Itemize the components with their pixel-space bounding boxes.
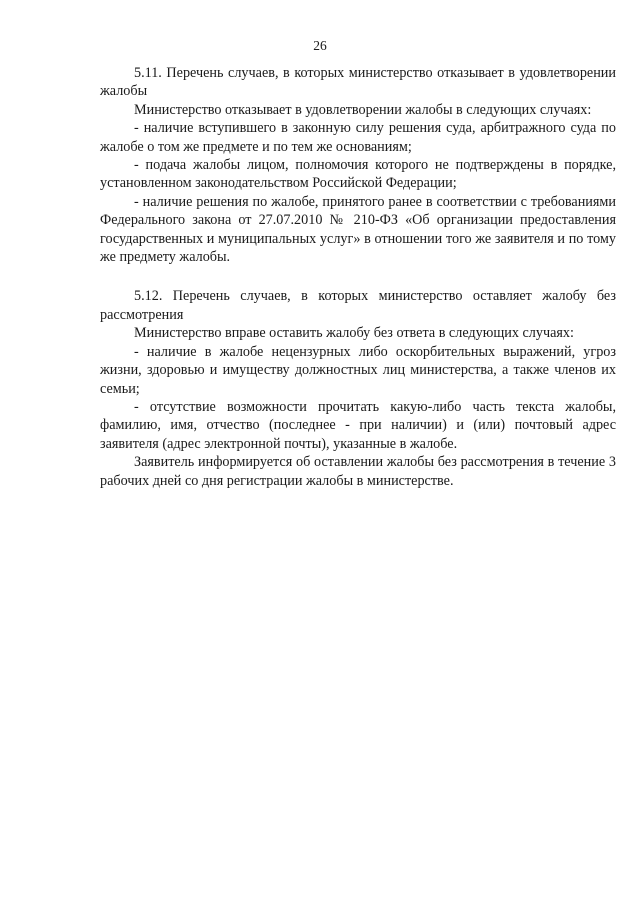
section-5-11-item: - наличие вступившего в законную силу решения суда, арбитражного суда по жалобе о том же предмете и по тем же основаниям; [100, 120, 616, 155]
section-5-12-intro: Министерство вправе оставить жалобу без ответа в следующих случаях: [134, 325, 574, 342]
section-5-11-intro: Министерство отказывает в удовлетворении жалобы в следующих случаях: [134, 101, 592, 118]
section-5-11-item: - наличие решения по жалобе, принятого ранее в соответствии с требованиями Федерального закона от 27.07.2010 № 210-ФЗ «Об организации предоставления государственных и муниципальных услуг» в отношении того же заявителя и по тому же предмету жалобы. [100, 193, 616, 266]
section-5-11-heading: 5.11. Перечень случаев, в которых министерство отказывает в удовлетворении жалобы [100, 65, 616, 100]
section-gap [100, 266, 616, 287]
section-5-12-heading: 5.12. Перечень случаев, в которых министерство оставляет жалобу без рассмотрения [100, 288, 616, 323]
section-5-12-item: - наличие в жалобе нецензурных либо оскорбительных выражений, угроз жизни, здоровью и имуществу должностных лиц министерства, а также членов их семьи; [100, 343, 616, 397]
section-5-11-item: - подача жалобы лицом, полномочия которого не подтверждены в порядке, установленном законодательством Российской Федерации; [100, 157, 616, 192]
page-number: 26 [313, 38, 327, 53]
section-5-12-closing: Заявитель информируется об оставлении жалобы без рассмотрения в течение 3 рабочих дней со дня регистрации жалобы в министерстве. [100, 454, 616, 489]
document-body [100, 64, 616, 490]
section-5-12-item: - отсутствие возможности прочитать какую-либо часть текста жалобы, фамилию, имя, отчество (последнее - при наличии) и (или) почтовый адрес заявителя (адрес электронной почты), указанные в жалобе. [100, 398, 616, 452]
